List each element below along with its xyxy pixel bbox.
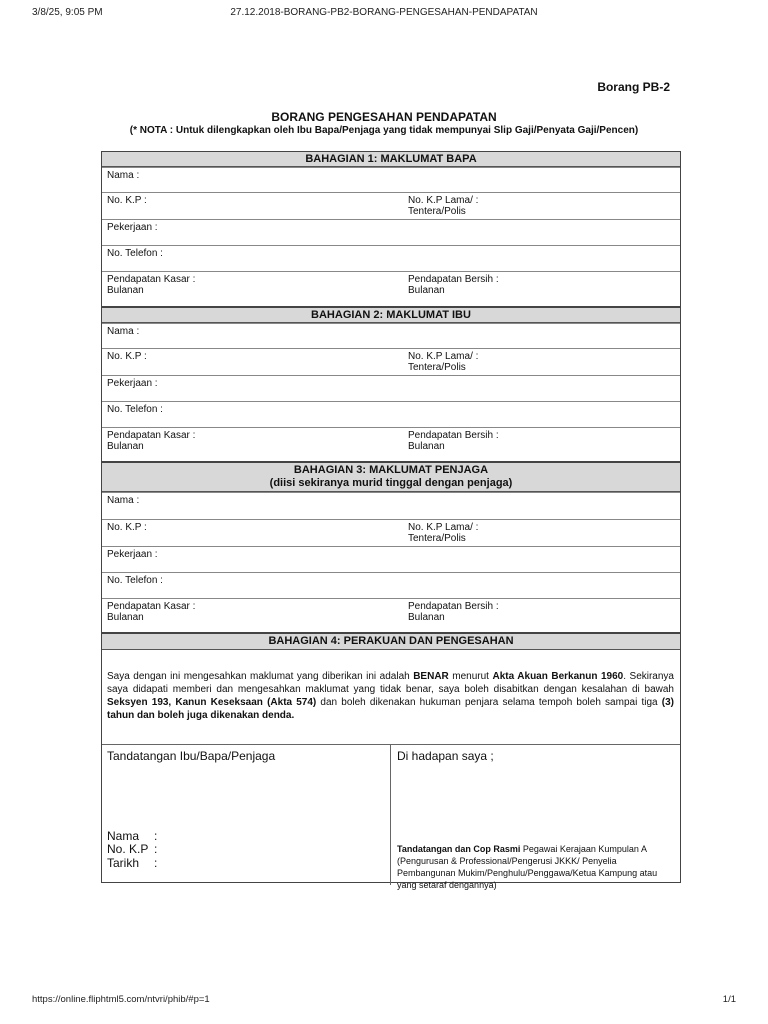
field-label-kasar: Pendapatan Kasar : Bulanan — [107, 601, 196, 623]
field-telefon[interactable] — [102, 245, 680, 271]
section-header: BAHAGIAN 3: MAKLUMAT PENJAGA (diisi sekiranya murid tinggal dengan penjaga) — [102, 463, 680, 492]
signer-kp-field[interactable]: No. K.P : — [107, 842, 158, 856]
print-url: https://online.fliphtml5.com/ntvri/phib/#p=1 — [32, 994, 210, 1005]
field-label: No. K.P : — [107, 195, 147, 206]
field-label: No. K.P : — [107, 351, 147, 362]
field-label: No. Telefon : — [107, 248, 163, 259]
section-header: BAHAGIAN 1: MAKLUMAT BAPA — [102, 152, 680, 167]
field-pendapatan-row[interactable] — [102, 427, 680, 461]
field-pendapatan-row[interactable] — [102, 271, 680, 306]
section-perakuan — [101, 633, 681, 890]
field-label: No. K.P : — [107, 522, 147, 533]
print-timestamp: 3/8/25, 9:05 PM — [32, 7, 103, 18]
field-nama[interactable] — [102, 492, 680, 519]
official-stamp-note: Tandatangan dan Cop Rasmi Pegawai Kerajaan Kumpulan A (Pengurusan & Professional/Pengerusi JKKK/ Penyelia Pembangunan Mukim/Penghulu/Penggawa/Ketua Kampung atau yang setaraf dengannya) — [397, 844, 658, 890]
parent-signature-label[interactable]: Tandatangan Ibu/Bapa/Penjaga — [107, 749, 276, 763]
print-doc-title: 27.12.2018-BORANG-PB2-BORANG-PENGESAHAN-PENDAPATAN — [230, 7, 538, 18]
field-label: Nama : — [107, 170, 140, 181]
field-label: Nama : — [107, 495, 140, 506]
signature-area — [102, 744, 680, 890]
field-label-bersih: Pendapatan Bersih : Bulanan — [408, 430, 499, 452]
field-nama[interactable] — [102, 167, 680, 192]
field-kp-row[interactable] — [102, 348, 680, 375]
section-penjaga — [101, 462, 681, 633]
field-label: Pekerjaan : — [107, 222, 158, 233]
field-nama[interactable] — [102, 323, 680, 348]
section-bapa — [101, 151, 681, 307]
field-label: Nama : — [107, 326, 140, 337]
section-header: BAHAGIAN 2: MAKLUMAT IBU — [102, 308, 680, 323]
column-divider — [390, 745, 391, 885]
print-page-number: 1/1 — [722, 994, 736, 1005]
signer-tarikh-field[interactable]: Tarikh : — [107, 856, 158, 870]
field-label-bersih: Pendapatan Bersih : Bulanan — [408, 274, 499, 296]
field-label-kasar: Pendapatan Kasar : Bulanan — [107, 274, 196, 296]
field-pekerjaan[interactable] — [102, 219, 680, 245]
field-telefon[interactable] — [102, 401, 680, 427]
field-label-kp-lama: No. K.P Lama/ : Tentera/Polis — [408, 522, 479, 544]
field-label-kasar: Pendapatan Kasar : Bulanan — [107, 430, 196, 452]
field-label: Pekerjaan : — [107, 549, 158, 560]
signer-nama-field[interactable]: Nama : — [107, 829, 158, 843]
section-ibu — [101, 307, 681, 462]
field-label-kp-lama: No. K.P Lama/ : Tentera/Polis — [408, 195, 479, 217]
form-note: (* NOTA : Untuk dilengkapkan oleh Ibu Bapa/Penjaga yang tidak mempunyai Slip Gaji/Penyata Gaji/Pencen) — [129, 125, 639, 136]
field-label-bersih: Pendapatan Bersih : Bulanan — [408, 601, 499, 623]
field-kp-row[interactable] — [102, 192, 680, 219]
field-label: No. Telefon : — [107, 404, 163, 415]
field-pendapatan-row[interactable] — [102, 598, 680, 632]
field-label-kp-lama: No. K.P Lama/ : Tentera/Polis — [408, 351, 479, 373]
field-pekerjaan[interactable] — [102, 546, 680, 572]
print-footer — [0, 994, 768, 1008]
field-pekerjaan[interactable] — [102, 375, 680, 401]
form-title: BORANG PENGESAHAN PENDAPATAN — [271, 110, 497, 124]
declaration-text: Saya dengan ini mengesahkan maklumat yang diberikan ini adalah BENAR menurut Akta Akuan Berkanun 1960. Sekiranya saya didapati memberi dan mengesahkan maklumat yang tidak benar, saya boleh disabitkan dengan kesalahan di bawah Seksyen 193, Kanun Keseksaan (Akta 574) dan boleh dikenakan hukuman penjara selama tempoh boleh sampai tiga (3) tahun dan boleh juga dikenakan denda. — [107, 671, 674, 721]
section-header: BAHAGIAN 4: PERAKUAN DAN PENGESAHAN — [102, 634, 680, 650]
field-label: Pekerjaan : — [107, 378, 158, 389]
field-telefon[interactable] — [102, 572, 680, 598]
field-kp-row[interactable] — [102, 519, 680, 546]
witness-label[interactable]: Di hadapan saya ; — [397, 749, 494, 763]
field-label: No. Telefon : — [107, 575, 163, 586]
form-code: Borang PB-2 — [597, 80, 670, 94]
print-header — [0, 7, 768, 21]
